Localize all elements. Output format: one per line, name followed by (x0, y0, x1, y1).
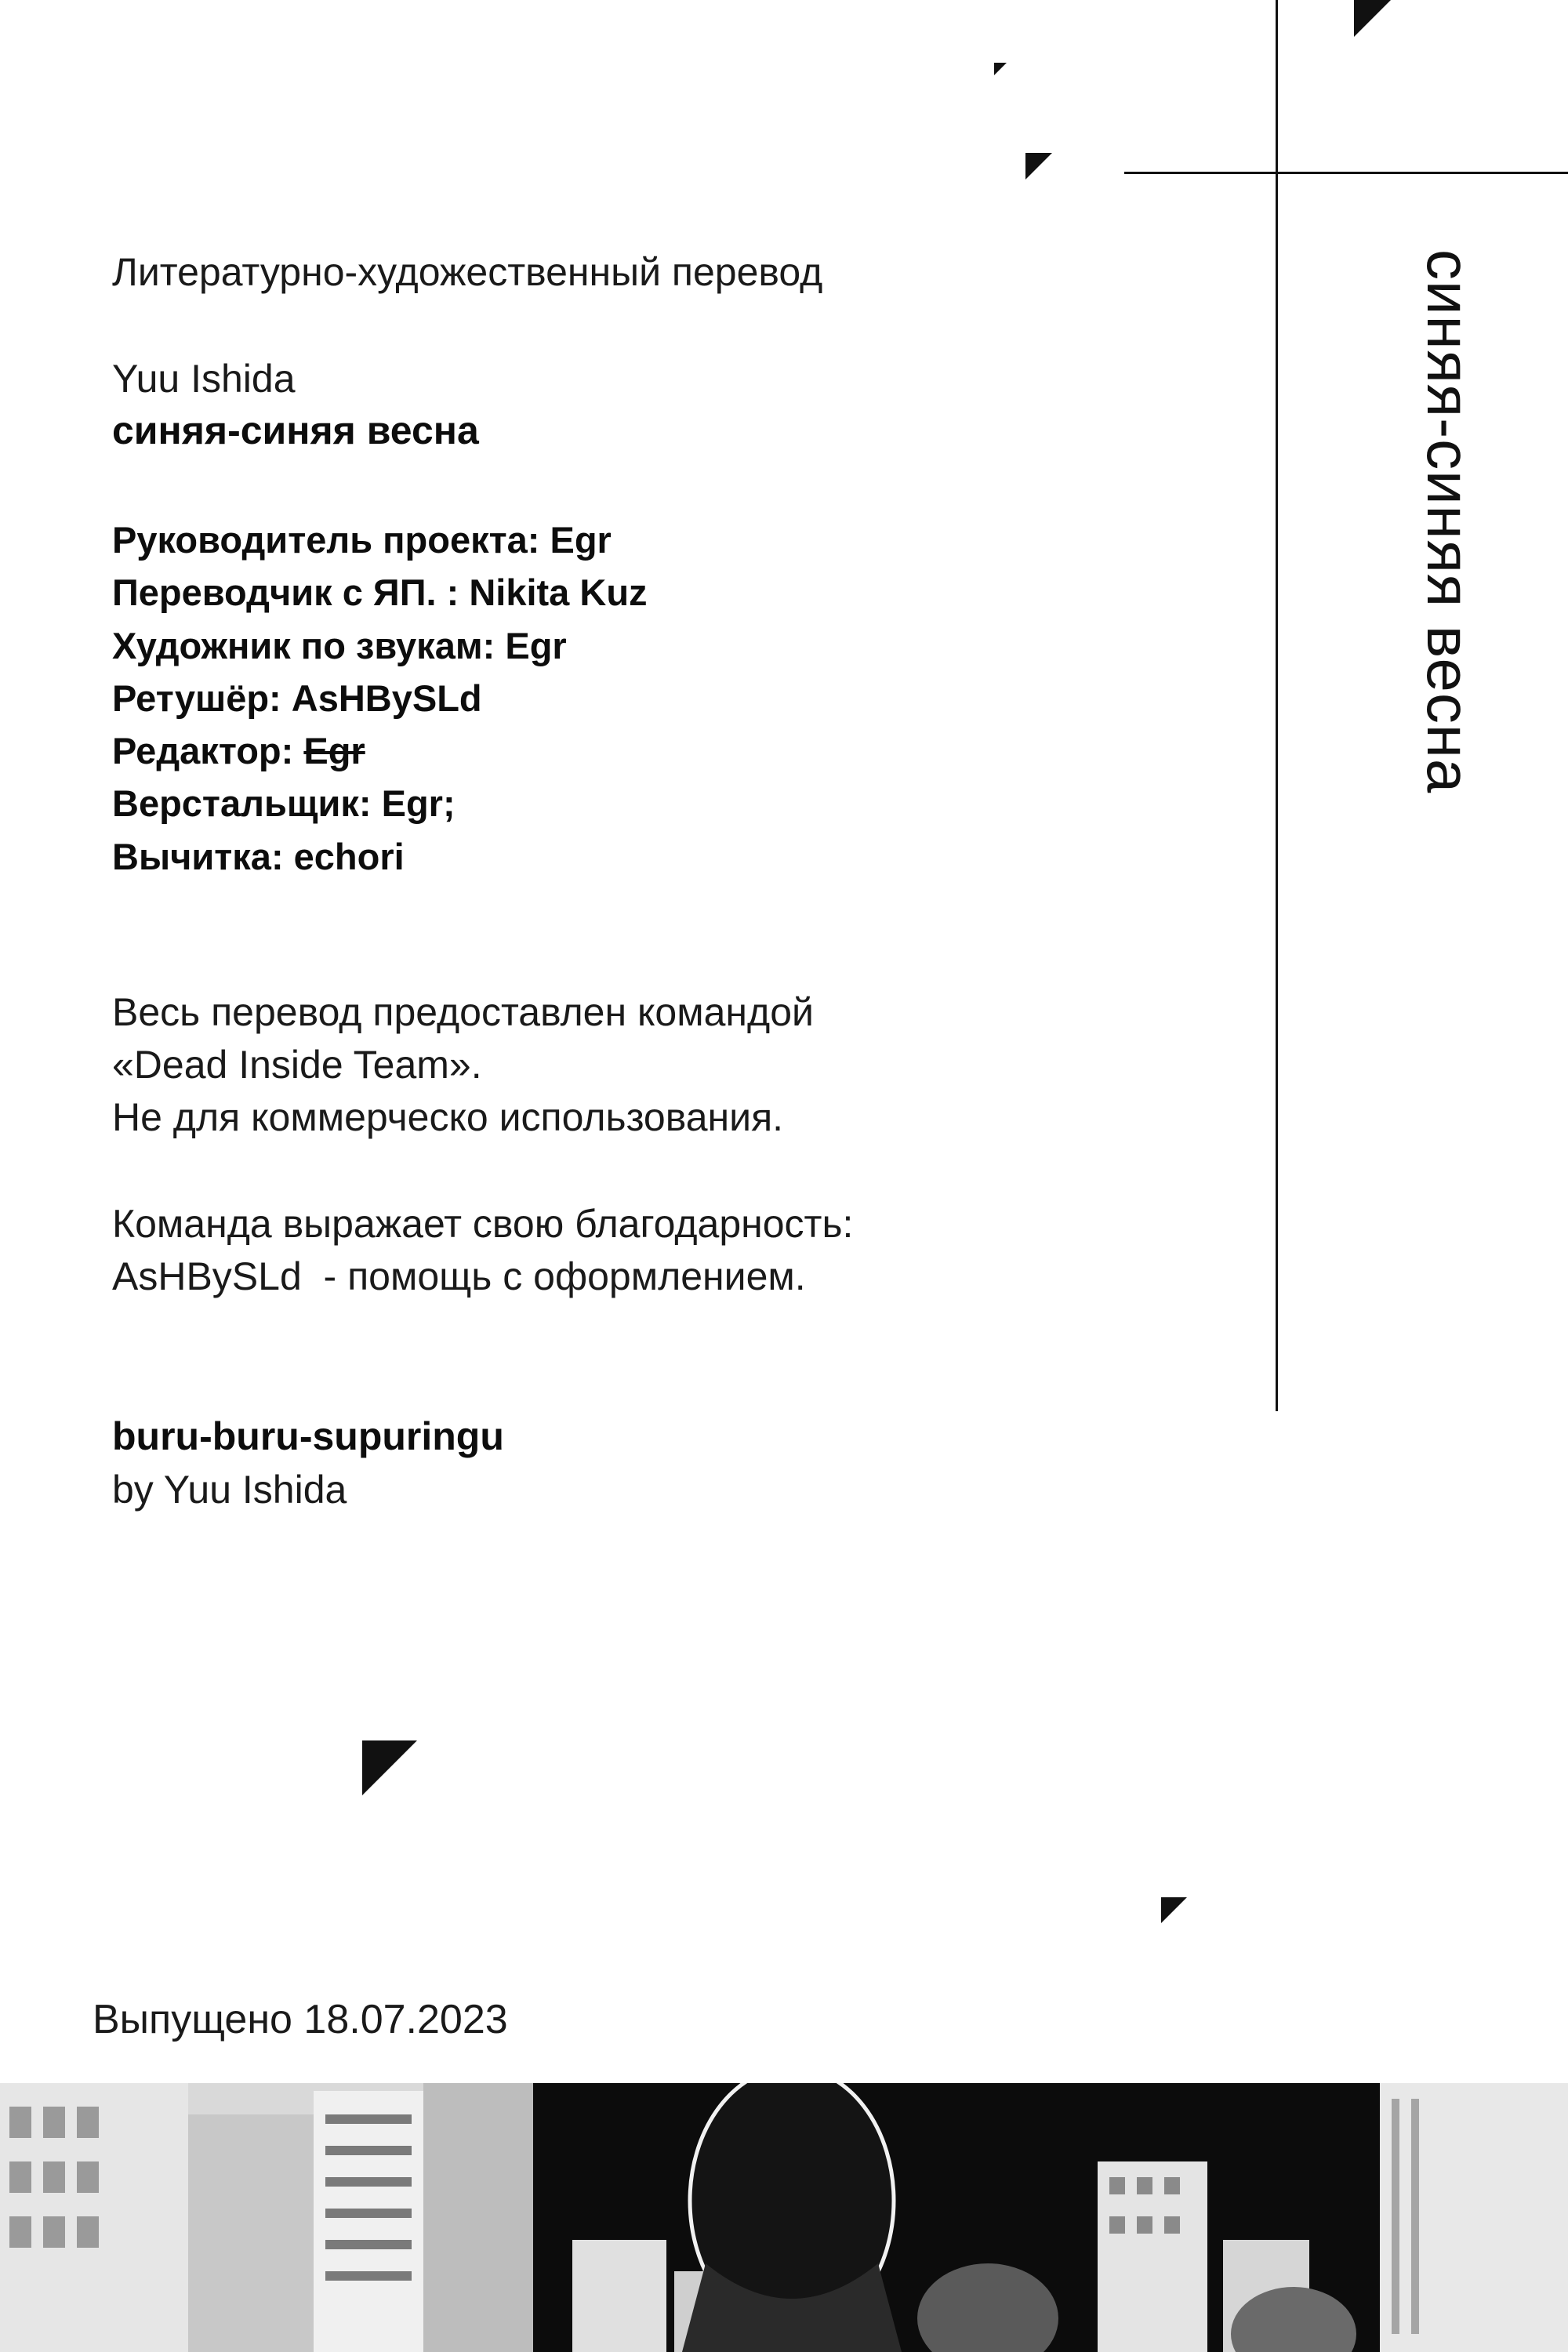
credits-list (112, 514, 648, 883)
triangle-decoration-3 (1025, 153, 1052, 180)
notice-line: Не для коммерческо использования. (112, 1095, 784, 1139)
credit-label: Художник по звукам: (112, 624, 495, 666)
credit-line (112, 724, 648, 777)
credit-value: Nikita Kuz (469, 572, 648, 614)
credit-label: Вычитка: (112, 835, 284, 877)
credit-line (112, 514, 648, 566)
triangle-decoration-4 (362, 1740, 417, 1795)
credit-value: Egr (550, 519, 612, 561)
credit-value: Egr (505, 624, 567, 666)
author-name: Yuu Ishida (112, 357, 296, 401)
credit-line (112, 672, 648, 724)
notice-line: «Dead Inside Team». (112, 1043, 482, 1087)
credit-line (112, 619, 648, 672)
thanks-line: AsHBySLd - помощь с оформлением. (112, 1254, 806, 1298)
credit-label: Переводчик с ЯП. : (112, 572, 459, 614)
credit-value-struck: Egr (303, 730, 365, 772)
notice-line: Весь перевод предоставлен командой (112, 990, 814, 1034)
credit-label: Редактор: (112, 730, 294, 772)
thanks-line: Команда выражает свою благодарность: (112, 1202, 854, 1246)
credit-label: Руководитель проекта: (112, 519, 540, 561)
triangle-decoration-2 (994, 63, 1007, 75)
release-date: Выпущено 18.07.2023 (93, 1997, 508, 2042)
vertical-title: синяя-синяя весна (1414, 249, 1483, 794)
triangle-decoration-1 (1354, 0, 1391, 37)
credit-line (112, 830, 648, 883)
triangle-decoration-5 (1161, 1897, 1187, 1923)
credit-value: AsHBySLd (291, 677, 482, 719)
frame-vertical-line (1276, 0, 1278, 1411)
manga-artwork-strip (0, 2083, 1568, 2352)
credit-value: echori (293, 835, 405, 877)
original-byline: by Yuu Ishida (112, 1468, 347, 1512)
genre-line: Литературно-художественный перевод (112, 250, 823, 294)
credit-label: Верстальщик: (112, 782, 372, 825)
credit-line (112, 566, 648, 619)
notice-block (112, 986, 814, 1144)
thanks-block (112, 1198, 853, 1303)
original-title-block (112, 1410, 504, 1516)
credit-label: Ретушёр: (112, 677, 281, 719)
book-title: синяя-синяя весна (112, 408, 479, 452)
credit-value: Egr; (381, 782, 456, 825)
frame-horizontal-line (1124, 172, 1568, 174)
credit-line (112, 777, 648, 829)
original-romaji-title: buru-buru-supuringu (112, 1414, 504, 1458)
